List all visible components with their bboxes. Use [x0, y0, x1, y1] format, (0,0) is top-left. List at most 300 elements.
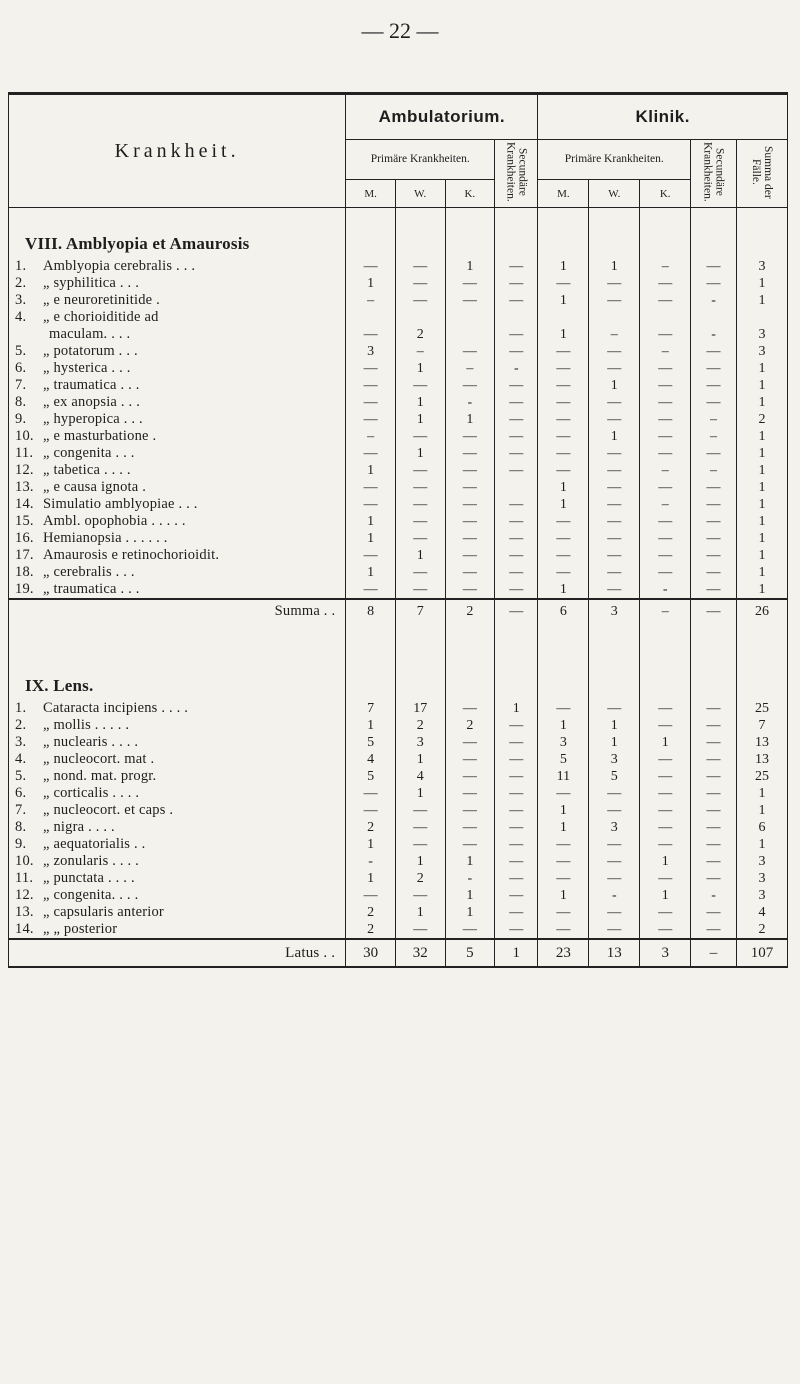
count-cell: — — [538, 530, 589, 547]
count-cell: 1 — [346, 836, 396, 853]
count-cell: — — [395, 836, 445, 853]
row-label — [9, 819, 346, 836]
count-cell: — — [640, 394, 691, 411]
total-cell: 13 — [589, 939, 640, 967]
count-cell: — — [395, 530, 445, 547]
row-label — [9, 564, 346, 581]
row-number: 2. — [15, 275, 27, 291]
count-cell: — — [495, 904, 538, 921]
count-cell: — — [640, 513, 691, 530]
count-cell: — — [395, 275, 445, 292]
count-cell: — — [640, 751, 691, 768]
count-cell: — — [538, 785, 589, 802]
table-row — [9, 513, 788, 530]
table-row — [9, 819, 788, 836]
count-cell: — — [495, 258, 538, 275]
count-cell: — — [640, 360, 691, 377]
count-cell: 1 — [445, 411, 495, 428]
row-disease-name: „ congenita. . . . — [43, 887, 139, 903]
count-cell: — — [589, 853, 640, 870]
count-cell: 1 — [736, 802, 787, 819]
gap-cell — [395, 622, 445, 650]
table-row — [9, 734, 788, 751]
count-cell: - — [445, 870, 495, 887]
count-cell: 4 — [736, 904, 787, 921]
header-amb-primaere: Primäre Krankheiten. — [346, 140, 495, 180]
row-number: 9. — [15, 836, 27, 852]
row-label — [9, 292, 346, 309]
count-cell: – — [640, 258, 691, 275]
count-cell: - — [691, 887, 737, 904]
total-cell: 6 — [538, 599, 589, 622]
count-cell: — — [495, 445, 538, 462]
row-number: 3. — [15, 292, 27, 308]
gap-cell — [589, 622, 640, 650]
count-cell: 3 — [589, 751, 640, 768]
count-cell: — — [495, 581, 538, 599]
count-cell: — — [445, 547, 495, 564]
table-row — [9, 581, 788, 599]
row-disease-name: „ potatorum . . . — [43, 343, 138, 359]
row-label — [9, 717, 346, 734]
empty-cell — [495, 650, 538, 700]
gap-cell — [736, 622, 787, 650]
count-cell — [346, 309, 396, 326]
row-disease-name: „ nuclearis . . . . — [43, 734, 139, 750]
count-cell — [736, 309, 787, 326]
count-cell: — — [640, 802, 691, 819]
row-number: 12. — [15, 462, 34, 478]
row-number: 16. — [15, 530, 34, 546]
empty-cell — [589, 208, 640, 259]
row-number: 11. — [15, 445, 34, 461]
count-cell: — — [589, 921, 640, 939]
count-cell: — — [346, 258, 396, 275]
count-cell: — — [538, 700, 589, 717]
count-cell: 1 — [346, 530, 396, 547]
count-cell: — — [640, 700, 691, 717]
empty-cell — [395, 650, 445, 700]
count-cell: — — [346, 479, 396, 496]
count-cell: — — [495, 292, 538, 309]
count-cell: - — [640, 581, 691, 599]
count-cell: 3 — [736, 870, 787, 887]
total-cell: 3 — [589, 599, 640, 622]
count-cell: 1 — [538, 479, 589, 496]
row-label — [9, 853, 346, 870]
row-label — [9, 309, 346, 326]
count-cell: — — [495, 530, 538, 547]
table-row — [9, 785, 788, 802]
count-cell: — — [691, 513, 737, 530]
row-number: 2. — [15, 717, 27, 733]
count-cell: — — [395, 887, 445, 904]
section-title: VIII. Amblyopia et Amaurosis — [9, 208, 346, 259]
count-cell: 1 — [395, 785, 445, 802]
table-row — [9, 921, 788, 939]
count-cell: 1 — [640, 734, 691, 751]
count-cell: — — [589, 564, 640, 581]
count-cell: 1 — [445, 887, 495, 904]
count-cell: — — [445, 836, 495, 853]
count-cell: — — [395, 921, 445, 939]
count-cell: 2 — [736, 921, 787, 939]
count-cell: — — [346, 547, 396, 564]
count-cell: — — [691, 360, 737, 377]
count-cell: 1 — [445, 904, 495, 921]
row-number: 15. — [15, 513, 34, 529]
count-cell: — — [495, 785, 538, 802]
count-cell: 1 — [736, 275, 787, 292]
count-cell: — — [691, 870, 737, 887]
count-cell: — — [346, 360, 396, 377]
count-cell: — — [395, 513, 445, 530]
count-cell: 5 — [589, 768, 640, 785]
count-cell: 2 — [445, 717, 495, 734]
count-cell: — — [589, 870, 640, 887]
count-cell: – — [346, 292, 396, 309]
count-cell: — — [538, 462, 589, 479]
count-cell: 3 — [736, 887, 787, 904]
row-disease-name: „ nond. mat. progr. — [43, 768, 157, 784]
row-label — [9, 513, 346, 530]
header-amb-w: W. — [395, 180, 445, 208]
count-cell: — — [589, 785, 640, 802]
count-cell: — — [445, 768, 495, 785]
table-row — [9, 377, 788, 394]
count-cell: - — [589, 887, 640, 904]
summa-row — [9, 599, 788, 622]
table-row — [9, 462, 788, 479]
count-cell: — — [395, 581, 445, 599]
row-label — [9, 428, 346, 445]
count-cell: 1 — [346, 275, 396, 292]
count-cell: — — [346, 887, 396, 904]
count-cell: — — [346, 411, 396, 428]
count-cell: 1 — [736, 377, 787, 394]
row-number: 1. — [15, 258, 27, 274]
count-cell: 1 — [346, 870, 396, 887]
count-cell: 1 — [589, 717, 640, 734]
empty-cell — [346, 208, 396, 259]
count-cell: 2 — [346, 819, 396, 836]
total-cell: — — [495, 599, 538, 622]
row-number: 14. — [15, 496, 34, 512]
count-cell: — — [445, 513, 495, 530]
count-cell: — — [691, 819, 737, 836]
table-row — [9, 445, 788, 462]
count-cell: — — [640, 921, 691, 939]
row-number: 18. — [15, 564, 34, 580]
count-cell: 5 — [346, 734, 396, 751]
count-cell: 1 — [736, 445, 787, 462]
count-cell: 2 — [395, 870, 445, 887]
row-label — [9, 581, 346, 599]
count-cell: — — [495, 836, 538, 853]
count-cell: — — [589, 581, 640, 599]
count-cell: 3 — [736, 258, 787, 275]
count-cell: 1 — [346, 462, 396, 479]
count-cell — [640, 309, 691, 326]
gap-cell — [346, 622, 396, 650]
row-label — [9, 479, 346, 496]
count-cell: — — [445, 581, 495, 599]
count-cell: 1 — [445, 853, 495, 870]
count-cell: — — [589, 530, 640, 547]
total-cell: 7 — [395, 599, 445, 622]
count-cell: 1 — [395, 751, 445, 768]
count-cell: — — [346, 785, 396, 802]
count-cell: 11 — [538, 768, 589, 785]
count-cell: — — [640, 411, 691, 428]
table-row — [9, 836, 788, 853]
row-label — [9, 904, 346, 921]
header-amb-secundaere — [495, 140, 538, 208]
count-cell: — — [538, 428, 589, 445]
empty-cell — [640, 208, 691, 259]
count-cell: — — [538, 547, 589, 564]
count-cell — [691, 309, 737, 326]
row-label — [9, 343, 346, 360]
count-cell: 3 — [736, 343, 787, 360]
count-cell: 1 — [736, 513, 787, 530]
count-cell: — — [538, 394, 589, 411]
row-disease-name: „ zonularis . . . . — [43, 853, 140, 869]
count-cell: — — [691, 581, 737, 599]
count-cell: — — [395, 377, 445, 394]
count-cell: 1 — [589, 428, 640, 445]
count-cell: — — [640, 564, 691, 581]
count-cell: — — [691, 904, 737, 921]
count-cell: — — [640, 547, 691, 564]
count-cell: - — [691, 326, 737, 343]
row-disease-name: „ e chorioiditide ad — [43, 309, 159, 325]
header-summa-text: Summa der Fälle. — [749, 145, 774, 199]
count-cell: — — [691, 258, 737, 275]
count-cell: — — [445, 530, 495, 547]
count-cell: — — [495, 564, 538, 581]
empty-cell — [538, 650, 589, 700]
row-number: 17. — [15, 547, 34, 563]
row-disease-name: „ e neuroretinitide . — [43, 292, 160, 308]
total-label: Latus . . — [9, 939, 346, 967]
total-cell: 30 — [346, 939, 396, 967]
count-cell: — — [495, 819, 538, 836]
row-disease-name: „ traumatica . . . — [43, 581, 140, 597]
table-row — [9, 887, 788, 904]
count-cell: — — [538, 360, 589, 377]
count-cell: — — [445, 275, 495, 292]
count-cell: – — [640, 462, 691, 479]
row-disease-name: „ capsularis anterior — [43, 904, 164, 920]
count-cell: 25 — [736, 768, 787, 785]
count-cell: 2 — [346, 921, 396, 939]
count-cell: 1 — [736, 530, 787, 547]
count-cell: 6 — [736, 819, 787, 836]
count-cell: — — [640, 819, 691, 836]
row-number: 8. — [15, 819, 27, 835]
count-cell: — — [691, 717, 737, 734]
table-row — [9, 768, 788, 785]
count-cell: 1 — [589, 377, 640, 394]
count-cell: — — [691, 377, 737, 394]
statistics-table — [8, 92, 788, 968]
count-cell: – — [445, 360, 495, 377]
total-cell: — — [691, 599, 737, 622]
empty-cell — [346, 650, 396, 700]
count-cell: – — [395, 343, 445, 360]
row-disease-name: Amblyopia cerebralis . . . — [43, 258, 196, 274]
row-number: 4. — [15, 309, 27, 325]
table-row — [9, 326, 788, 343]
count-cell: — — [640, 292, 691, 309]
table-body — [9, 208, 788, 968]
count-cell: 1 — [395, 904, 445, 921]
count-cell: — — [495, 547, 538, 564]
empty-cell — [736, 208, 787, 259]
count-cell: — — [445, 479, 495, 496]
row-disease-name: „ hyperopica . . . — [43, 411, 143, 427]
count-cell: 1 — [538, 887, 589, 904]
table-row — [9, 751, 788, 768]
count-cell: 1 — [736, 496, 787, 513]
count-cell: — — [589, 275, 640, 292]
count-cell: 1 — [395, 360, 445, 377]
count-cell: 13 — [736, 734, 787, 751]
count-cell: — — [691, 836, 737, 853]
count-cell: — — [346, 326, 396, 343]
count-cell — [395, 309, 445, 326]
count-cell: 1 — [736, 785, 787, 802]
row-number: 10. — [15, 853, 34, 869]
count-cell: — — [538, 377, 589, 394]
count-cell: 1 — [538, 819, 589, 836]
table-row — [9, 275, 788, 292]
count-cell: — — [495, 870, 538, 887]
row-disease-name: „ tabetica . . . . — [43, 462, 131, 478]
count-cell: — — [346, 445, 396, 462]
count-cell: — — [495, 394, 538, 411]
count-cell: — — [589, 343, 640, 360]
row-disease-name: Ambl. opophobia . . . . . — [43, 513, 186, 529]
count-cell: — — [589, 445, 640, 462]
row-disease-name: „ e causa ignota . — [43, 479, 147, 495]
count-cell: — — [445, 462, 495, 479]
row-label — [9, 445, 346, 462]
empty-cell — [589, 650, 640, 700]
count-cell: 2 — [395, 326, 445, 343]
table-row — [9, 853, 788, 870]
table-row — [9, 479, 788, 496]
table-row — [9, 717, 788, 734]
total-cell: – — [691, 939, 737, 967]
row-disease-name: „ punctata . . . . — [43, 870, 135, 886]
count-cell: — — [589, 547, 640, 564]
count-cell: — — [640, 479, 691, 496]
count-cell: 1 — [395, 411, 445, 428]
count-cell: 1 — [346, 564, 396, 581]
count-cell: — — [395, 462, 445, 479]
total-cell: 8 — [346, 599, 396, 622]
row-label — [9, 462, 346, 479]
count-cell — [495, 309, 538, 326]
count-cell: — — [538, 564, 589, 581]
count-cell: — — [589, 836, 640, 853]
count-cell: 1 — [736, 428, 787, 445]
empty-cell — [395, 208, 445, 259]
count-cell: 1 — [736, 292, 787, 309]
total-cell: 3 — [640, 939, 691, 967]
count-cell — [589, 309, 640, 326]
row-label — [9, 530, 346, 547]
count-cell: — — [640, 836, 691, 853]
count-cell: - — [691, 292, 737, 309]
row-number: 9. — [15, 411, 27, 427]
row-label — [9, 921, 346, 939]
table-row — [9, 904, 788, 921]
count-cell: — — [589, 479, 640, 496]
count-cell: — — [589, 360, 640, 377]
row-label — [9, 870, 346, 887]
count-cell: 3 — [346, 343, 396, 360]
count-cell: — — [691, 394, 737, 411]
statistics-table-wrapper — [8, 92, 788, 968]
count-cell: — — [346, 496, 396, 513]
empty-cell — [495, 208, 538, 259]
count-cell: — — [691, 853, 737, 870]
count-cell: 1 — [736, 564, 787, 581]
count-cell: 1 — [736, 394, 787, 411]
total-cell: 5 — [445, 939, 495, 967]
count-cell: — — [395, 496, 445, 513]
count-cell: — — [445, 428, 495, 445]
count-cell: — — [589, 394, 640, 411]
count-cell: — — [640, 377, 691, 394]
table-row — [9, 802, 788, 819]
count-cell: 3 — [736, 853, 787, 870]
row-number: 7. — [15, 802, 27, 818]
gap-cell — [9, 622, 346, 650]
table-row — [9, 360, 788, 377]
count-cell — [445, 326, 495, 343]
count-cell: 1 — [640, 853, 691, 870]
count-cell: — — [395, 428, 445, 445]
gap-cell — [538, 622, 589, 650]
count-cell: — — [691, 343, 737, 360]
count-cell: 1 — [395, 394, 445, 411]
count-cell: — — [495, 887, 538, 904]
count-cell: — — [495, 513, 538, 530]
count-cell: — — [495, 717, 538, 734]
row-label — [9, 768, 346, 785]
count-cell: — — [495, 377, 538, 394]
row-number: 8. — [15, 394, 27, 410]
count-cell: — — [346, 581, 396, 599]
count-cell: 1 — [538, 326, 589, 343]
row-label — [9, 734, 346, 751]
count-cell: — — [589, 513, 640, 530]
count-cell: — — [691, 479, 737, 496]
row-number: 3. — [15, 734, 27, 750]
row-number: 6. — [15, 360, 27, 376]
count-cell: - — [495, 360, 538, 377]
count-cell: 3 — [395, 734, 445, 751]
count-cell: — — [395, 802, 445, 819]
header-kl-m: M. — [538, 180, 589, 208]
count-cell: — — [691, 496, 737, 513]
total-cell: 26 — [736, 599, 787, 622]
row-label — [9, 258, 346, 275]
